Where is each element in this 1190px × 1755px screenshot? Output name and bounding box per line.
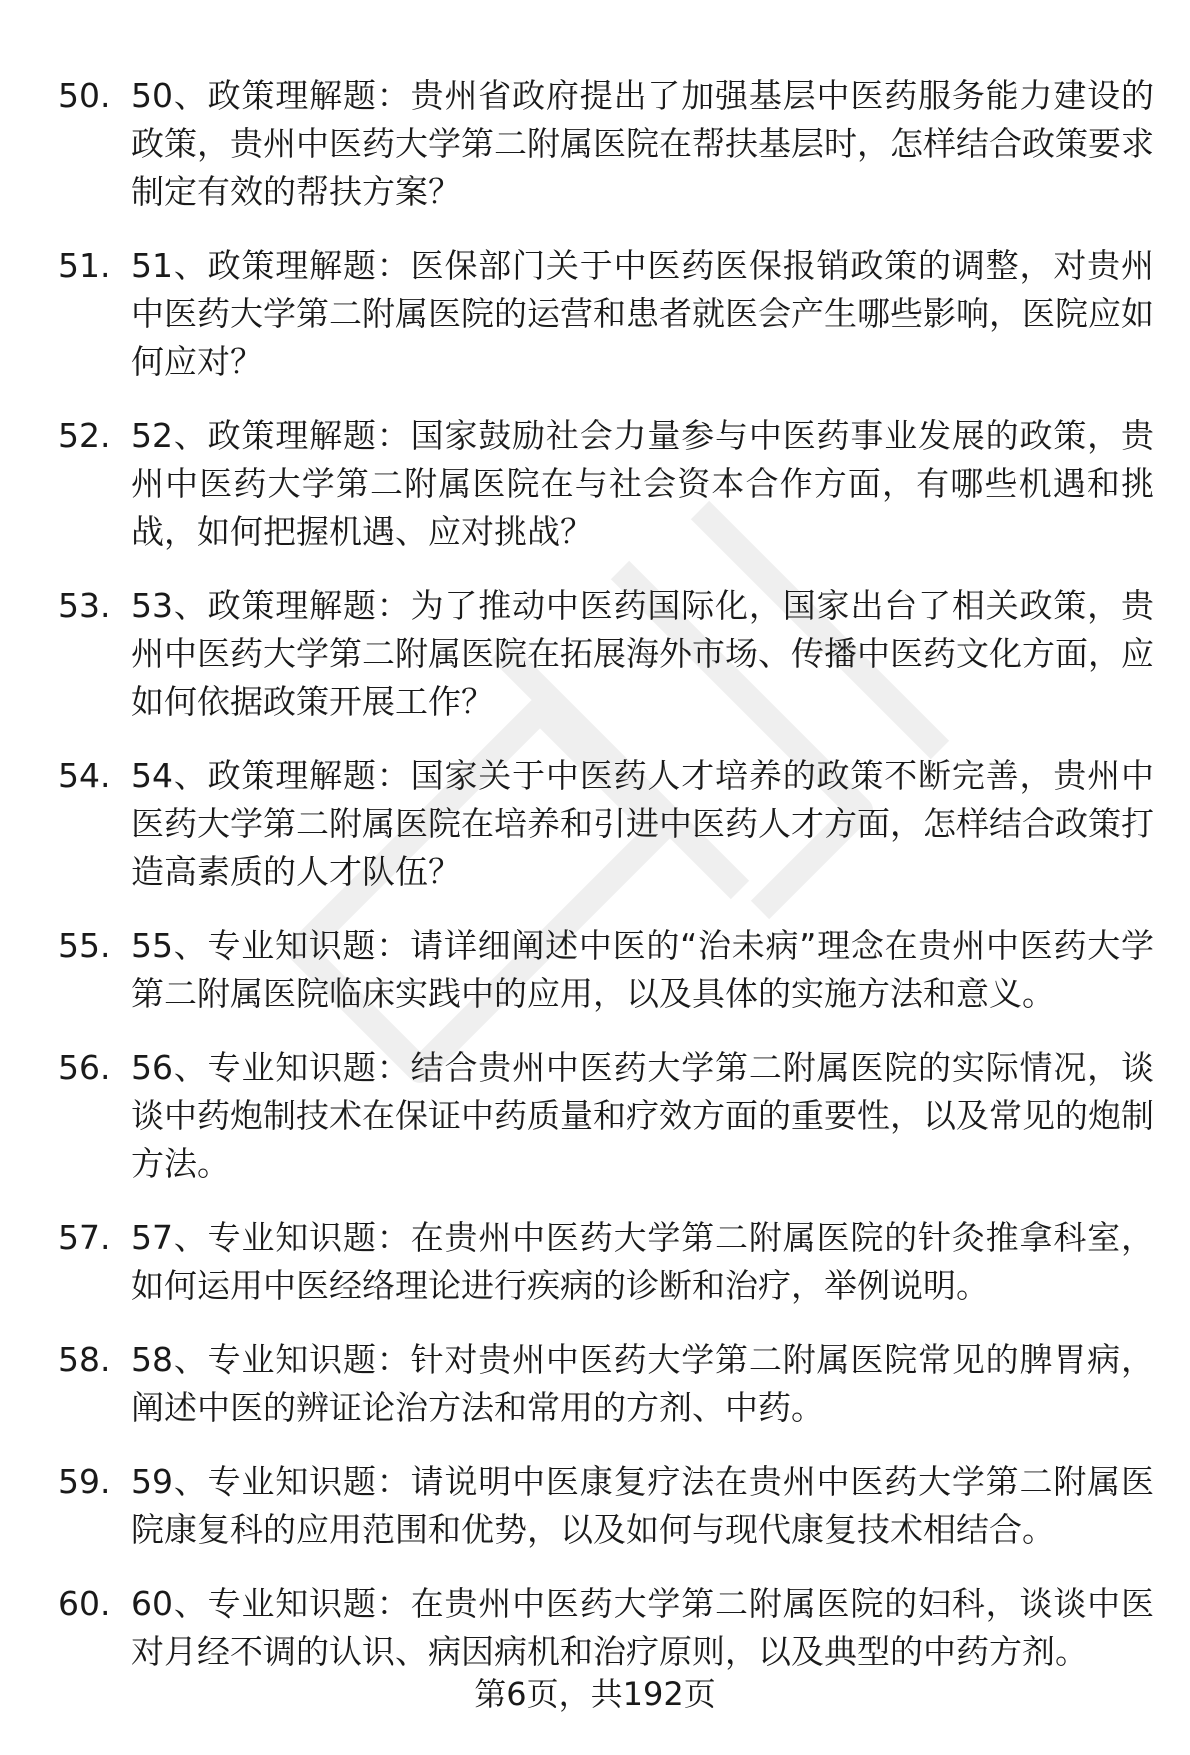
question-number: 53.	[58, 586, 111, 625]
question-number: 57.	[58, 1218, 111, 1257]
question-text: 59、专业知识题：请说明中医康复疗法在贵州中医药大学第二附属医院康复科的应用范围和优势，以及如何与现代康复技术相结合。	[131, 1462, 1154, 1549]
question-number: 52.	[58, 416, 111, 455]
list-item	[58, 1458, 1158, 1554]
list-item	[58, 72, 1158, 216]
question-number: 60.	[58, 1584, 111, 1623]
list-item	[58, 922, 1158, 1018]
question-text: 53、政策理解题：为了推动中医药国际化，国家出台了相关政策，贵州中医药大学第二附属医院在拓展海外市场、传播中医药文化方面，应如何依据政策开展工作？	[131, 586, 1154, 721]
question-text: 51、政策理解题：医保部门关于中医药医保报销政策的调整，对贵州中医药大学第二附属医院的运营和患者就医会产生哪些影响，医院应如何应对？	[131, 246, 1154, 381]
question-text: 54、政策理解题：国家关于中医药人才培养的政策不断完善，贵州中医药大学第二附属医院在培养和引进中医药人才方面，怎样结合政策打造高素质的人才队伍？	[131, 756, 1154, 891]
question-number: 55.	[58, 926, 111, 965]
question-text: 60、专业知识题：在贵州中医药大学第二附属医院的妇科，谈谈中医对月经不调的认识、病因病机和治疗原则，以及典型的中药方剂。	[131, 1584, 1154, 1671]
list-item	[58, 1044, 1158, 1188]
question-number: 58.	[58, 1340, 111, 1379]
question-number: 56.	[58, 1048, 111, 1087]
list-item	[58, 752, 1158, 896]
page-footer: 第6页，共192页	[474, 1675, 716, 1713]
list-item	[58, 1214, 1158, 1310]
list-item	[58, 412, 1158, 556]
question-text: 50、政策理解题：贵州省政府提出了加强基层中医药服务能力建设的政策，贵州中医药大学第二附属医院在帮扶基层时，怎样结合政策要求制定有效的帮扶方案？	[131, 76, 1154, 211]
question-text: 56、专业知识题：结合贵州中医药大学第二附属医院的实际情况，谈谈中药炮制技术在保证中药质量和疗效方面的重要性，以及常见的炮制方法。	[131, 1048, 1154, 1183]
list-item	[58, 1336, 1158, 1432]
question-text: 52、政策理解题：国家鼓励社会力量参与中医药事业发展的政策，贵州中医药大学第二附属医院在与社会资本合作方面，有哪些机遇和挑战，如何把握机遇、应对挑战？	[131, 416, 1154, 551]
question-list	[58, 72, 1158, 1702]
list-item	[58, 582, 1158, 726]
question-number: 50.	[58, 76, 111, 115]
list-item	[58, 1580, 1158, 1676]
question-number: 59.	[58, 1462, 111, 1501]
question-text: 58、专业知识题：针对贵州中医药大学第二附属医院常见的脾胃病，阐述中医的辨证论治方法和常用的方剂、中药。	[131, 1340, 1154, 1427]
question-number: 54.	[58, 756, 111, 795]
question-text: 55、专业知识题：请详细阐述中医的“治未病”理念在贵州中医药大学第二附属医院临床实践中的应用，以及具体的实施方法和意义。	[131, 926, 1154, 1013]
question-text: 57、专业知识题：在贵州中医药大学第二附属医院的针灸推拿科室，如何运用中医经络理论进行疾病的诊断和治疗，举例说明。	[131, 1218, 1154, 1305]
list-item	[58, 242, 1158, 386]
question-number: 51.	[58, 246, 111, 285]
